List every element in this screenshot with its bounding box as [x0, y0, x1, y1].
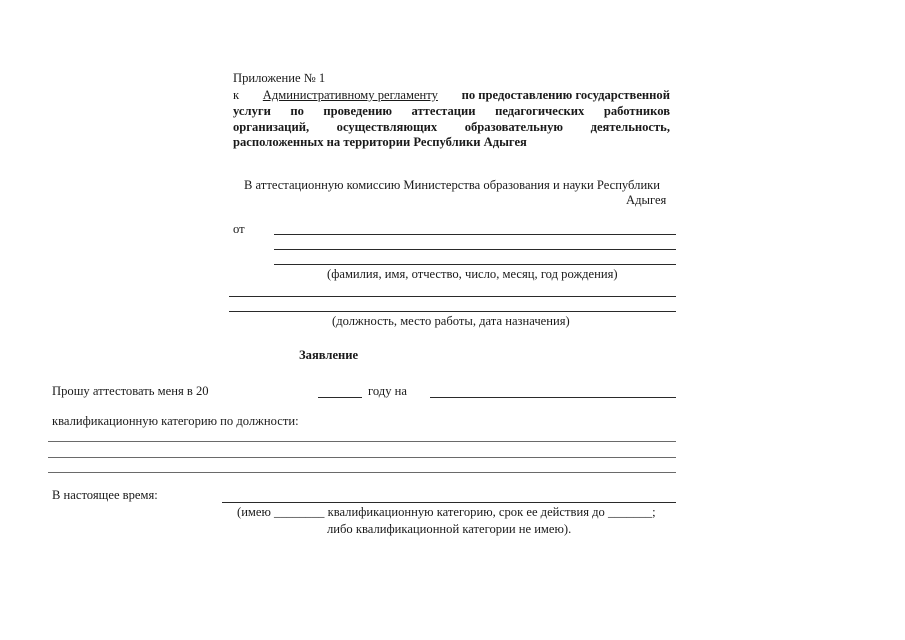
addressee-line-2: Адыгея [626, 193, 667, 207]
position-line-2[interactable] [229, 311, 676, 312]
appendix-bold-text: по предоставлению государственной [461, 88, 670, 102]
request-prefix: Прошу аттестовать меня в 20 [52, 384, 209, 398]
category-field[interactable] [430, 397, 676, 398]
from-label: от [233, 222, 245, 236]
current-status-line[interactable] [222, 502, 676, 503]
position-line-1[interactable] [229, 296, 676, 297]
position-desc-line-3[interactable] [48, 472, 676, 473]
current-status-text-2: либо квалификационной категории не имею). [327, 522, 572, 536]
appendix-title: Приложение № 1 [233, 71, 326, 85]
name-line-3[interactable] [274, 264, 676, 265]
position-caption: (должность, место работы, дата назначения) [332, 314, 570, 328]
appendix-prefix: к [233, 88, 240, 102]
request-year-suffix: году на [368, 384, 407, 398]
name-line-1[interactable] [274, 234, 676, 235]
appendix-line-2: услуги по проведению аттестации педагогических работников [233, 104, 670, 118]
appendix-line-3: организаций, осуществляющих образовательную деятельность, [233, 120, 670, 134]
current-label: В настоящее время: [52, 488, 158, 502]
addressee-line-1: В аттестационную комиссию Министерства образования и науки Республики [244, 178, 661, 192]
current-status-text-1: (имею ________ квалификационную категорию, срок ее действия до _______; [237, 505, 656, 519]
regulation-link-text: Административному регламенту [262, 88, 438, 102]
appendix-line-4: расположенных на территории Республики Адыгея [233, 135, 527, 149]
statement-title: Заявление [299, 348, 359, 362]
year-field[interactable] [318, 397, 362, 398]
name-caption: (фамилия, имя, отчество, число, месяц, год рождения) [327, 267, 618, 281]
name-line-2[interactable] [274, 249, 676, 250]
appendix-line-1 [233, 87, 670, 103]
position-desc-line-1[interactable] [48, 441, 676, 442]
category-label: квалификационную категорию по должности: [52, 414, 299, 428]
position-desc-line-2[interactable] [48, 457, 676, 458]
